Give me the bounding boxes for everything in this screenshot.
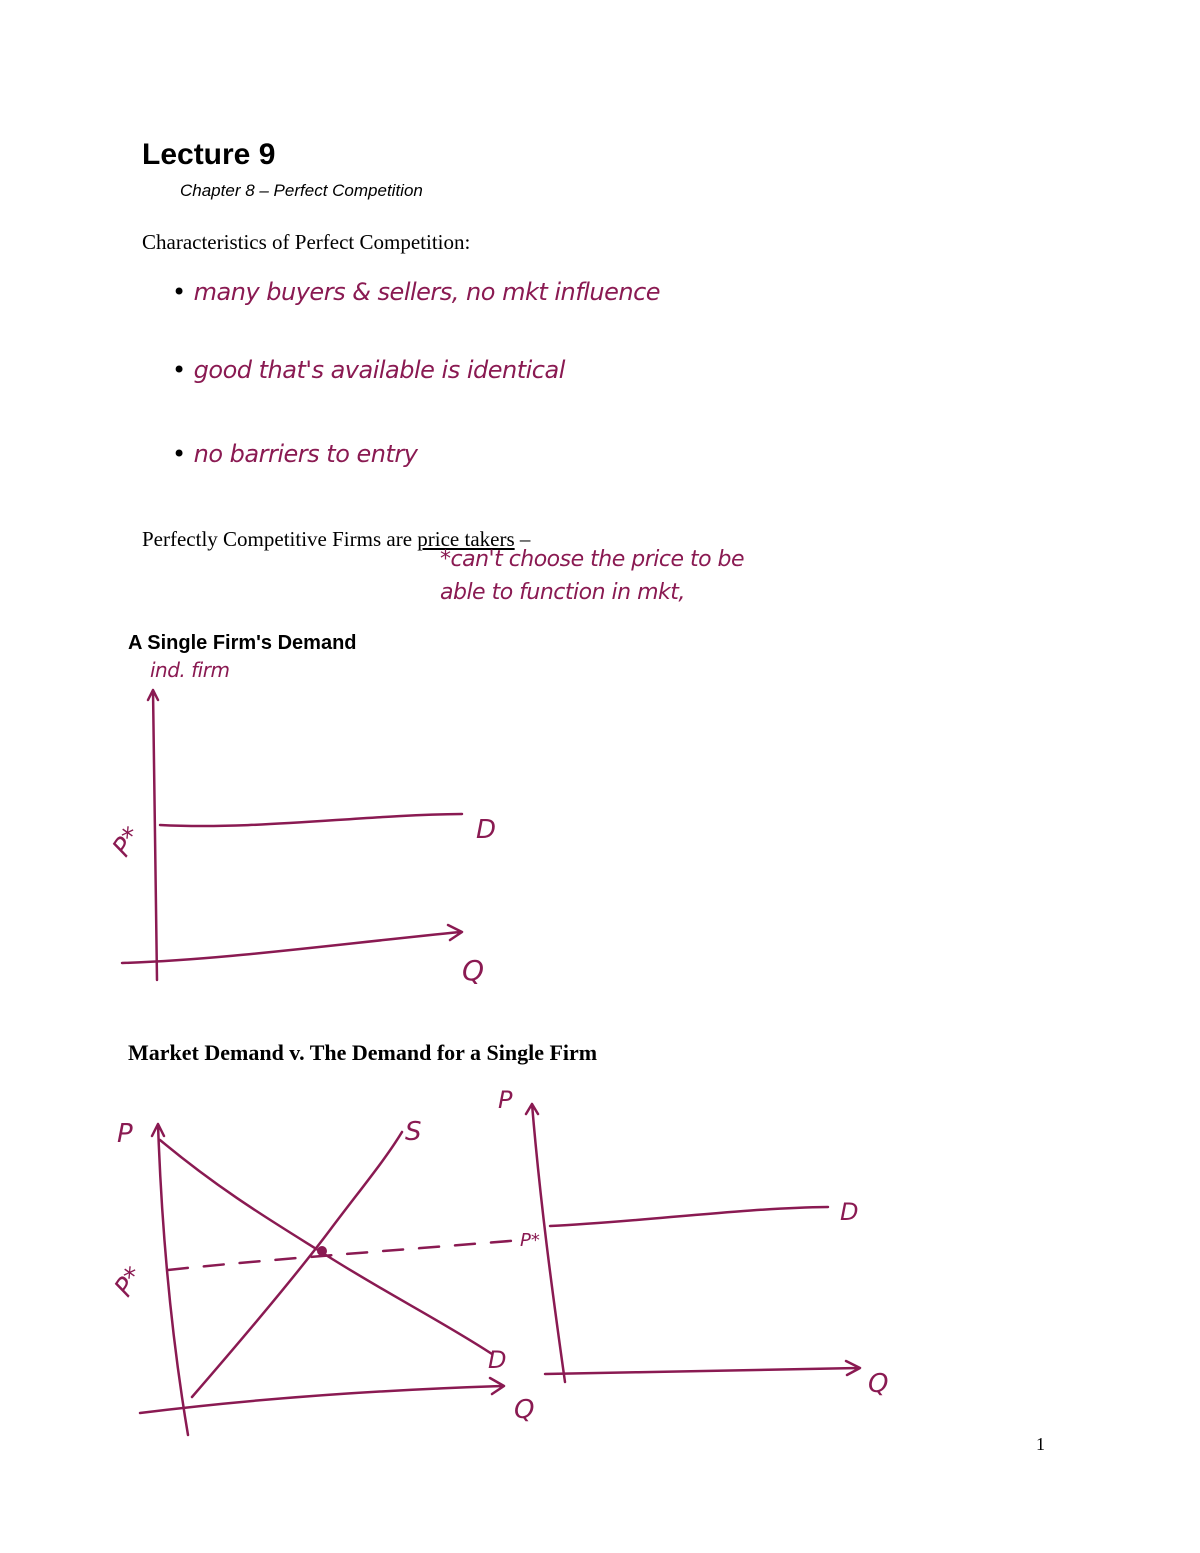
x-axis: [545, 1361, 860, 1375]
demand-label: D: [476, 815, 497, 845]
supply-label: S: [405, 1117, 422, 1147]
equilibrium-price-label: P*: [108, 1261, 150, 1303]
market-graph: [109, 1117, 535, 1435]
price-axis-label: P: [117, 1119, 133, 1149]
y-axis: [148, 690, 158, 980]
y-axis: [152, 1124, 188, 1435]
bullet-text: many buyers & sellers, no mkt influence: [193, 278, 661, 306]
quantity-label: Q: [868, 1369, 889, 1399]
quantity-label: Q: [462, 954, 485, 987]
single-firm-graph: [107, 690, 496, 987]
ind-firm-annotation: ind. firm: [150, 658, 230, 682]
price-axis-label: P: [498, 1086, 513, 1114]
handwritten-note-line-1: *can't choose the price to be: [440, 547, 745, 572]
price-takers-prefix: Perfectly Competitive Firms are: [142, 527, 418, 551]
demand-label: D: [488, 1346, 507, 1374]
characteristics-heading: Characteristics of Perfect Competition:: [142, 230, 471, 254]
x-axis: [122, 925, 462, 963]
quantity-label: Q: [514, 1395, 535, 1425]
price-takers-term: price takers: [417, 527, 515, 551]
bullet-item: • good that's available is identical: [172, 356, 565, 384]
section-heading-single-firm: A Single Firm's Demand: [128, 632, 357, 654]
equilibrium-price-label: P*: [520, 1230, 540, 1251]
handwritten-note-line-2: able to function in mkt,: [440, 580, 685, 605]
page-number: 1: [1036, 1434, 1045, 1454]
bullet-text: no barriers to entry: [193, 440, 418, 468]
demand-line: [160, 814, 462, 826]
bullet-item: • no barriers to entry: [172, 440, 418, 468]
bullet-text: good that's available is identical: [193, 356, 565, 384]
price-takers-suffix: –: [514, 527, 531, 551]
demand-label: D: [840, 1198, 859, 1226]
equilibrium-point: [317, 1246, 327, 1256]
page-title: Lecture 9: [142, 138, 276, 171]
demand-curve: [160, 1140, 492, 1354]
firm-graph: [498, 1086, 888, 1399]
price-label: P*: [106, 821, 148, 863]
section-heading-market-demand: Market Demand v. The Demand for a Single Firm: [128, 1040, 598, 1065]
demand-line: [550, 1207, 828, 1226]
chapter-subtitle: Chapter 8 – Perfect Competition: [180, 181, 423, 200]
bullet-item: • many buyers & sellers, no mkt influence: [172, 278, 661, 306]
